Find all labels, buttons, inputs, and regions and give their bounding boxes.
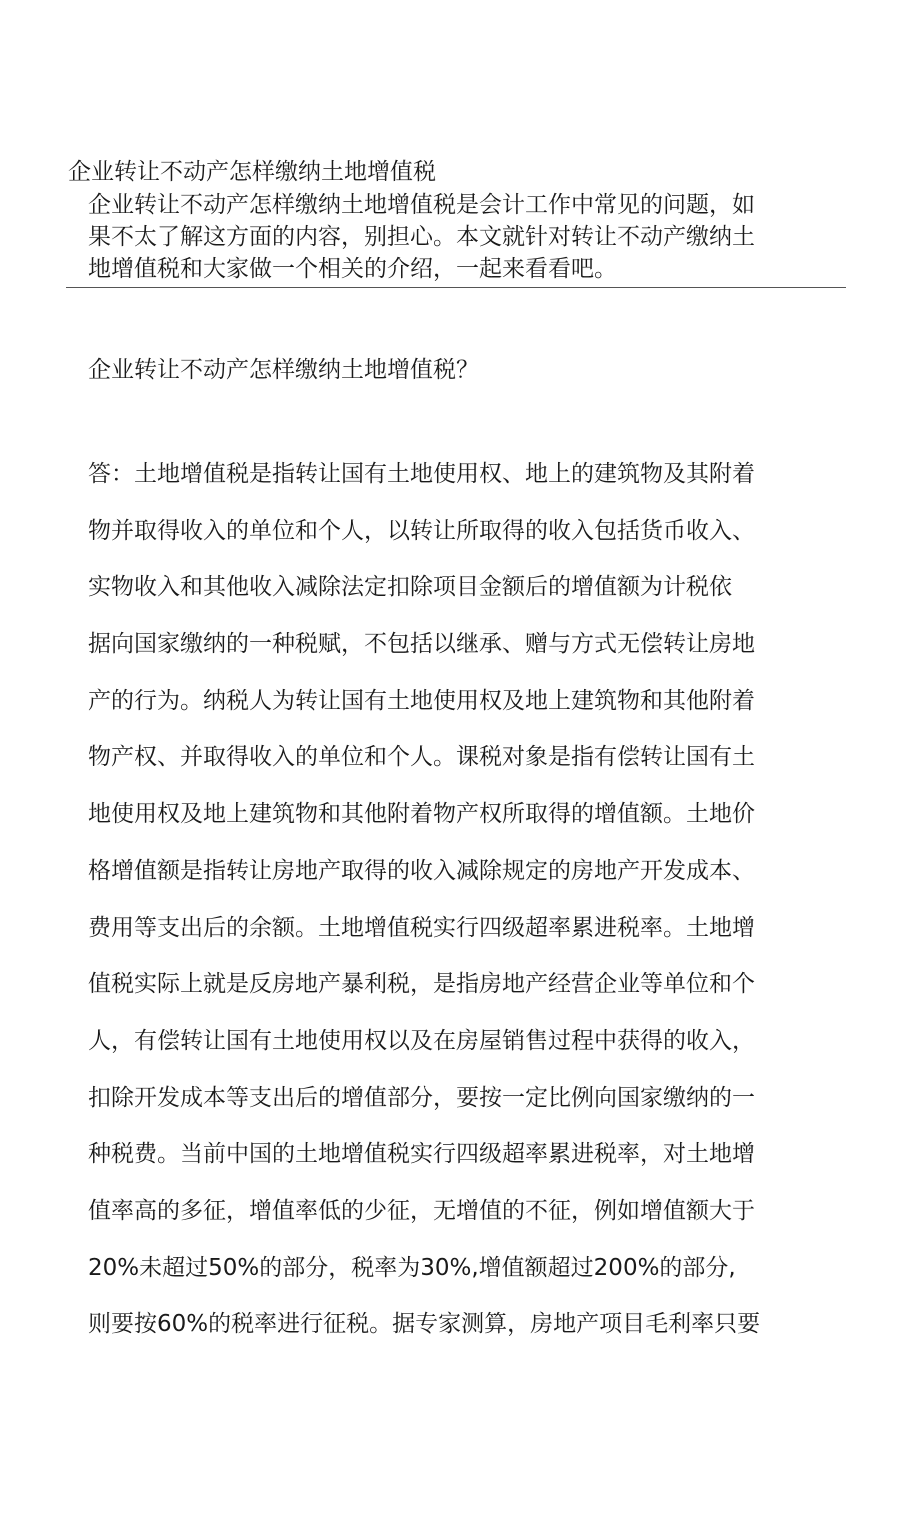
answer-line: 物产权、并取得收入的单位和个人。课税对象是指有偿转让国有土 bbox=[88, 744, 755, 771]
answer-line: 值率高的多征，增值率低的少征，无增值的不征，例如增值额大于 bbox=[88, 1197, 755, 1224]
answer-line: 人，有偿转让国有土地使用权以及在房屋销售过程中获得的收入， bbox=[88, 1027, 755, 1054]
answer-paragraph bbox=[88, 452, 833, 1359]
answer-line: 物并取得收入的单位和个人，以转让所取得的收入包括货币收入、 bbox=[88, 517, 755, 544]
intro-paragraph bbox=[88, 189, 833, 285]
answer-line: 费用等支出后的余额。土地增值税实行四级超率累进税率。土地增 bbox=[88, 914, 755, 941]
intro-line: 地增值税和大家做一个相关的介绍，一起来看看吧。 bbox=[88, 256, 617, 282]
answer-line: 20%未超过50%的部分，税率为30%,增值额超过200%的部分, bbox=[88, 1254, 736, 1281]
answer-line: 产的行为。纳税人为转让国有土地使用权及地上建筑物和其他附着 bbox=[88, 687, 755, 714]
intro-line: 企业转让不动产怎样缴纳土地增值税是会计工作中常见的问题，如 bbox=[88, 192, 755, 218]
answer-line: 地使用权及地上建筑物和其他附着物产权所取得的增值额。土地价 bbox=[88, 801, 755, 828]
answer-line: 种税费。当前中国的土地增值税实行四级超率累进税率，对土地增 bbox=[88, 1141, 755, 1168]
document-title: 企业转让不动产怎样缴纳土地增值税 bbox=[68, 159, 436, 185]
answer-line: 扣除开发成本等支出后的增值部分，要按一定比例向国家缴纳的一 bbox=[88, 1084, 755, 1111]
section-divider bbox=[66, 287, 846, 288]
answer-line: 则要按60%的税率进行征税。据专家测算，房地产项目毛利率只要 bbox=[88, 1311, 761, 1338]
intro-line: 果不太了解这方面的内容，别担心。本文就针对转让不动产缴纳土 bbox=[88, 224, 755, 250]
answer-line: 格增值额是指转让房地产取得的收入减除规定的房地产开发成本、 bbox=[88, 857, 755, 884]
answer-line: 实物收入和其他收入减除法定扣除项目金额后的增值额为计税依 bbox=[88, 574, 732, 601]
question-heading: 企业转让不动产怎样缴纳土地增值税？ bbox=[88, 357, 479, 383]
answer-line: 据向国家缴纳的一种税赋，不包括以继承、赠与方式无偿转让房地 bbox=[88, 631, 755, 658]
answer-line: 答：土地增值税是指转让国有土地使用权、地上的建筑物及其附着 bbox=[88, 461, 755, 487]
answer-line: 值税实际上就是反房地产暴利税，是指房地产经营企业等单位和个 bbox=[88, 971, 755, 998]
